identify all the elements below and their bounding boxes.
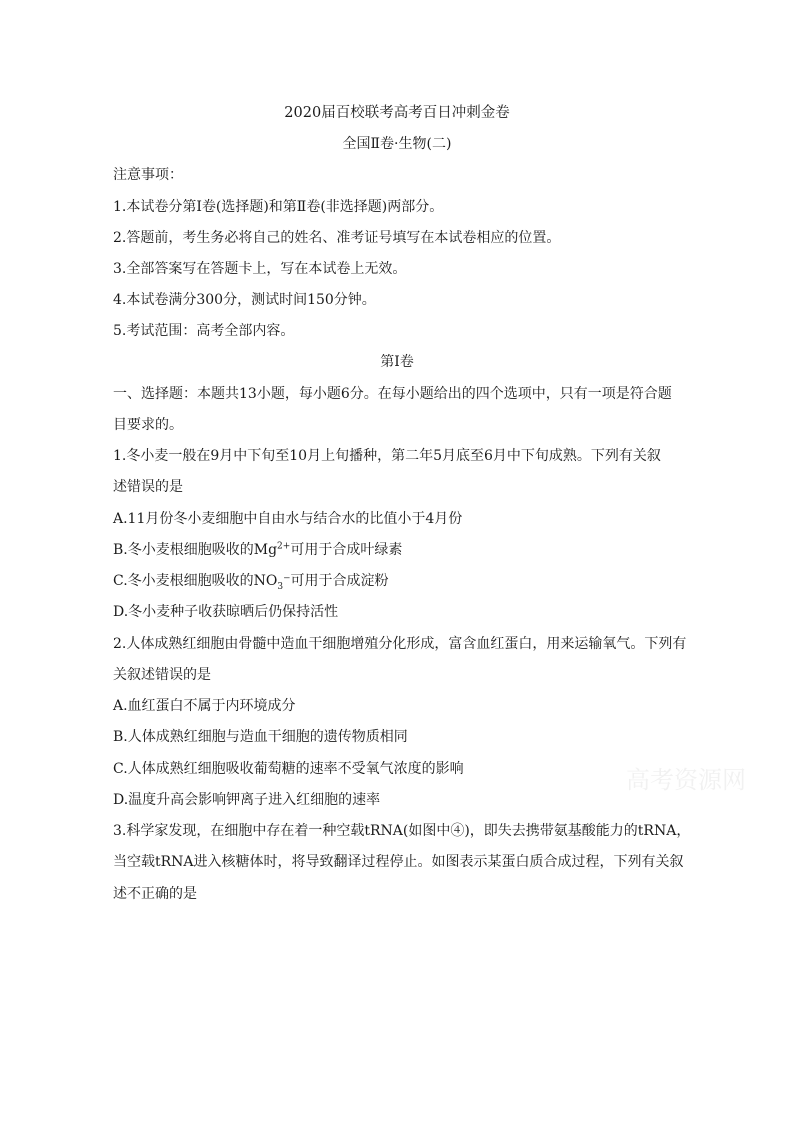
q3-stem-line3: 述不正确的是 [113, 886, 197, 902]
note-item-3: 3.全部答案写在答题卡上，写在本试卷上无效。 [113, 261, 407, 277]
q1-option-b-text: B.冬小麦根细胞吸收的Mg [113, 542, 278, 558]
q1-option-c-text: C.冬小麦根细胞吸收的NO [113, 573, 278, 589]
q1-option-c-subscript: 3 [277, 581, 284, 592]
q1-option-c [113, 572, 389, 590]
q1-option-b-rest: 可用于合成叶绿素 [290, 542, 403, 558]
q2-stem-line2: 关叙述错误的是 [113, 667, 211, 683]
q1-stem-line1: 1.冬小麦一般在9月中下旬至10月上旬播种，第二年5月底至6月中下旬成熟。下列有关叙 [113, 448, 661, 464]
section-title: 第Ⅰ卷 [380, 354, 414, 370]
q1-option-a: A.11月份冬小麦细胞中自由水与结合水的比值小于4月份 [113, 511, 463, 527]
q1-stem-line2: 述错误的是 [113, 479, 183, 495]
q3-stem-line2: 当空载tRNA进入核糖体时，将导致翻译过程停止。如图表示某蛋白质合成过程，下列有关叙 [113, 854, 684, 870]
watermark: 高考资源网 [626, 766, 746, 794]
note-item-1: 1.本试卷分第Ⅰ卷(选择题)和第Ⅱ卷(非选择题)两部分。 [113, 199, 444, 215]
q1-option-b [113, 541, 402, 559]
q3-stem-line1: 3.科学家发现，在细胞中存在着一种空载tRNA(如图中④)，即失去携带氨基酸能力的tRNA， [113, 823, 691, 839]
q2-option-a: A.血红蛋白不属于内环境成分 [113, 698, 296, 714]
note-item-4: 4.本试卷满分300分，测试时间150分钟。 [113, 292, 376, 308]
notes-heading: 注意事项： [113, 167, 183, 183]
q2-stem-line1: 2.人体成熟红细胞由骨髓中造血干细胞增殖分化形成，富含血红蛋白，用来运输氧气。下列有 [113, 636, 687, 652]
note-item-5: 5.考试范围：高考全部内容。 [113, 323, 295, 339]
q1-option-c-rest: ⁻可用于合成淀粉 [283, 573, 389, 589]
section-instructions-line1: 一、选择题：本题共13小题，每小题6分。在每小题给出的四个选项中，只有一项是符合题 [113, 386, 672, 402]
q2-option-b: B.人体成熟红细胞与造血干细胞的遗传物质相同 [113, 729, 408, 745]
exam-title: 2020届百校联考高考百日冲刺金卷 [284, 105, 510, 121]
q1-option-d: D.冬小麦种子收获晾晒后仍保持活性 [113, 604, 339, 620]
note-item-2: 2.答题前，考生务必将自己的姓名、准考证号填写在本试卷相应的位置。 [113, 230, 561, 246]
section-instructions-line2: 目要求的。 [113, 417, 183, 433]
q1-option-b-charge: 2+ [277, 541, 291, 552]
q2-option-d: D.温度升高会影响钾离子进入红细胞的速率 [113, 792, 381, 808]
q2-option-c: C.人体成熟红细胞吸收葡萄糖的速率不受氧气浓度的影响 [113, 761, 464, 777]
exam-subtitle: 全国Ⅱ卷·生物(二) [342, 136, 452, 152]
